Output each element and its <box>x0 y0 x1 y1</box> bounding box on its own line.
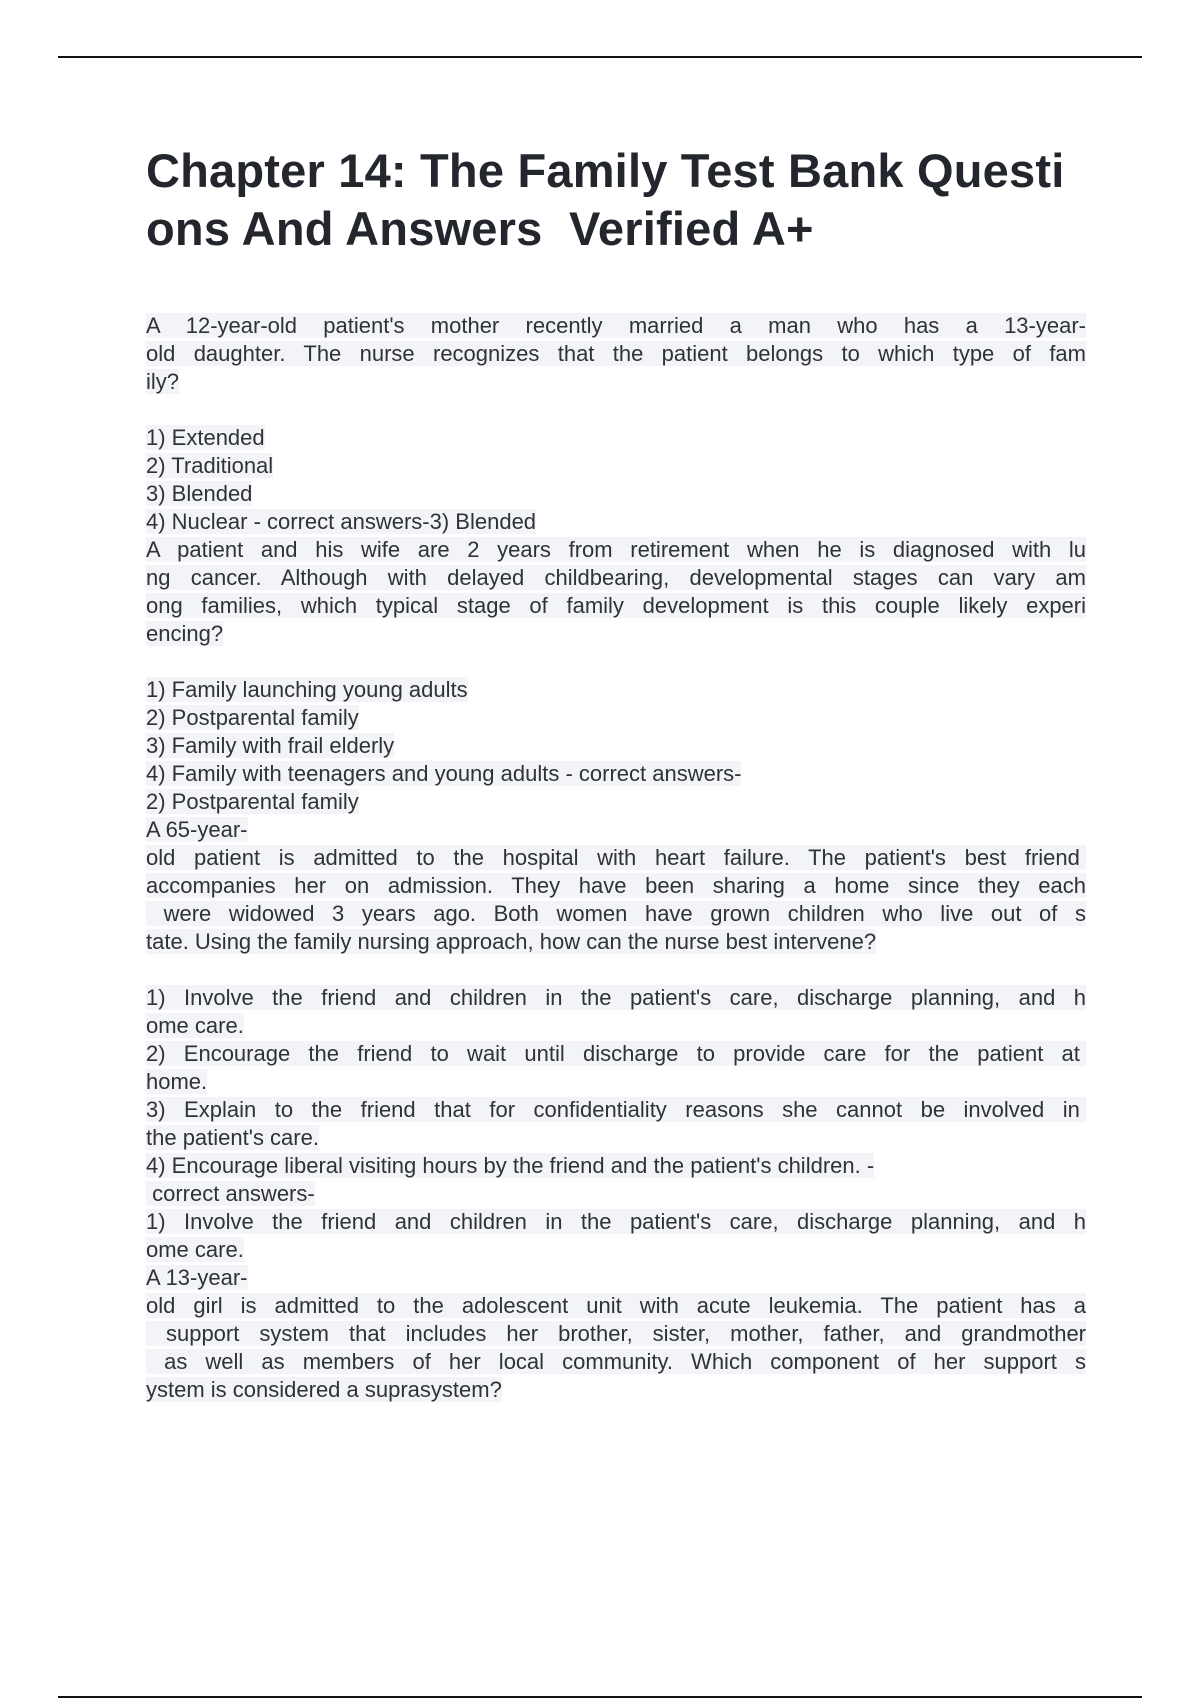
question-3-answer: 1) Involve the friend and children in the patient's care, discharge planning, and h <box>146 1209 1086 1234</box>
question-3-option: 1) Involve the friend and children in the patient's care, discharge planning, and h <box>146 985 1086 1010</box>
document-body <box>146 312 1086 1404</box>
question-4-stem-line: old girl is admitted to the adolescent unit with acute leukemia. The patient has a <box>146 1293 1086 1318</box>
question-3-stem-line: tate. Using the family nursing approach, how can the nurse best intervene? <box>146 929 877 954</box>
question-2-stem-line: ong families, which typical stage of family development is this couple likely experi <box>146 593 1086 618</box>
question-1-option: 3) Blended <box>146 481 253 506</box>
question-4-stem-line: ystem is considered a suprasystem? <box>146 1377 502 1402</box>
question-2-option: 1) Family launching young adults <box>146 677 468 702</box>
question-3-stem-line: accompanies her on admission. They have been sharing a home since they each <box>146 873 1086 898</box>
question-3-stem-line: were widowed 3 years ago. Both women have grown children who live out of s <box>146 901 1086 926</box>
question-1-stem-line: old daughter. The nurse recognizes that the patient belongs to which type of fam <box>146 341 1086 366</box>
question-3-option: correct answers- <box>146 1181 315 1206</box>
question-1-stem-line: A 12-year-old patient's mother recently married a man who has a 13-year- <box>146 313 1086 338</box>
question-3-option: home. <box>146 1069 208 1094</box>
question-2-option: 2) Postparental family <box>146 705 359 730</box>
bottom-rule <box>58 1696 1142 1698</box>
question-2-option: 3) Family with frail elderly <box>146 733 395 758</box>
question-2-stem-line: ng cancer. Although with delayed childbearing, developmental stages can vary am <box>146 565 1086 590</box>
question-1-stem-line: ily? <box>146 369 180 394</box>
question-1-option-answer: 4) Nuclear - correct answers-3) Blended <box>146 509 537 534</box>
question-3-stem-line: A 65-year- <box>146 817 248 842</box>
top-rule <box>58 56 1142 58</box>
question-3-option: ome care. <box>146 1013 244 1038</box>
question-3-option: 3) Explain to the friend that for confidentiality reasons she cannot be involved in <box>146 1097 1086 1122</box>
question-1-option: 2) Traditional <box>146 453 274 478</box>
title-line-1: Chapter 14: The Family Test Bank Questi <box>146 144 1065 197</box>
question-4 <box>146 1264 1086 1404</box>
question-3-stem-line: old patient is admitted to the hospital with heart failure. The patient's best friend <box>146 845 1086 870</box>
title-line-2: ons And Answers Verified A+ <box>146 202 814 255</box>
question-1 <box>146 312 1086 536</box>
question-3 <box>146 816 1086 1264</box>
question-4-stem-line: as well as members of her local community. Which component of her support s <box>146 1349 1086 1374</box>
question-1-option: 1) Extended <box>146 425 265 450</box>
question-3-option: the patient's care. <box>146 1125 319 1150</box>
question-4-stem-line: support system that includes her brother, sister, mother, father, and grandmother <box>146 1321 1086 1346</box>
question-2-stem-line: encing? <box>146 621 224 646</box>
question-2-option: 4) Family with teenagers and young adults - correct answers- <box>146 761 742 786</box>
question-3-option: 2) Encourage the friend to wait until discharge to provide care for the patient at <box>146 1041 1086 1066</box>
question-3-option: 4) Encourage liberal visiting hours by the friend and the patient's children. - <box>146 1153 875 1178</box>
question-2-answer: 2) Postparental family <box>146 789 359 814</box>
question-2-stem-line: A patient and his wife are 2 years from retirement when he is diagnosed with lu <box>146 537 1086 562</box>
question-3-answer: ome care. <box>146 1237 244 1262</box>
question-4-stem-line: A 13-year- <box>146 1265 248 1290</box>
question-2 <box>146 536 1086 816</box>
page-title <box>146 142 1086 258</box>
